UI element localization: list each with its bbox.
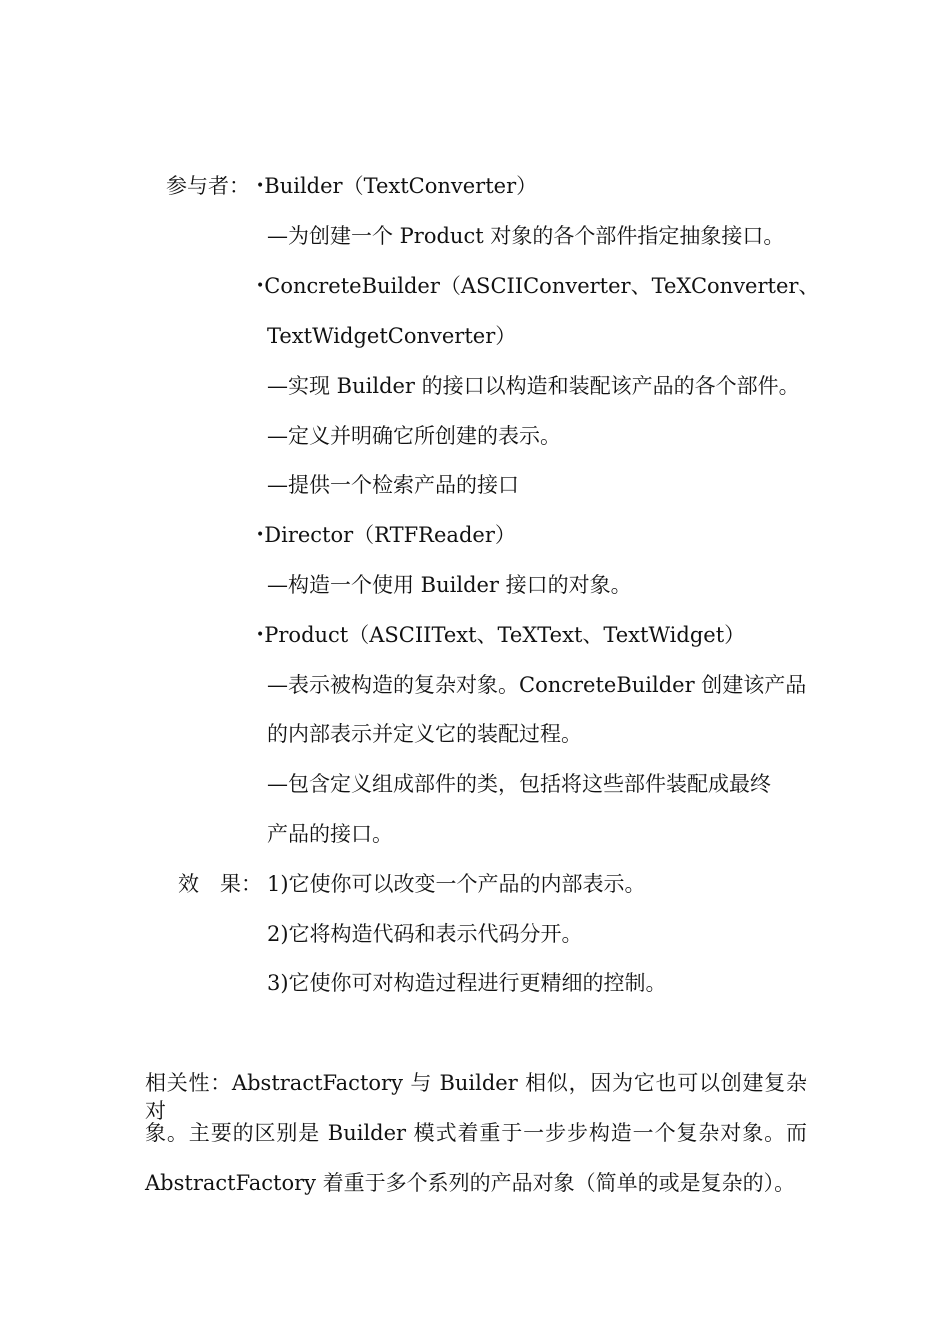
participant-text: TextWidgetConverter） (267, 324, 517, 348)
participant-text: —构造一个使用 Builder 接口的对象。 (267, 573, 632, 597)
participant-text: 产品的接口。 (267, 822, 393, 846)
participant-text: —表示被构造的复杂对象。ConcreteBuilder 创建该产品 (267, 673, 807, 697)
relevance-line: 相关性：AbstractFactory 与 Builder 相似，因为它也可以创建复杂对 (145, 1071, 807, 1123)
participant-line (267, 770, 771, 798)
participant-text: Director（RTFReader） (264, 523, 516, 547)
effects-label: 效 果： (178, 872, 262, 896)
participant-text: —提供一个检索产品的接口 (267, 473, 519, 497)
effect-line: 3)它使你可对构造过程进行更精细的控制。 (267, 971, 667, 995)
participant-line (267, 322, 516, 350)
participant-text: Builder（TextConverter） (264, 174, 538, 198)
bullet-marker: • (256, 627, 265, 643)
bullet-marker: • (256, 178, 265, 194)
participants-label: 参与者： (166, 174, 250, 198)
participant-line (267, 222, 784, 250)
participant-line (256, 521, 516, 549)
participant-line (267, 471, 519, 499)
participant-text: —实现 Builder 的接口以构造和装配该产品的各个部件。 (267, 374, 800, 398)
participant-text: —为创建一个 Product 对象的各个部件指定抽象接口。 (267, 224, 785, 248)
relevance-line: AbstractFactory 着重于多个系列的产品对象（简单的或是复杂的）。 (145, 1171, 796, 1195)
effect-line: 2)它将构造代码和表示代码分开。 (267, 922, 583, 946)
participant-line (267, 571, 632, 599)
participant-line (256, 272, 819, 300)
participant-text: —包含定义组成部件的类，包括将这些部件装配成最终 (267, 772, 771, 796)
participant-line (267, 720, 582, 748)
participant-line (267, 372, 800, 400)
participant-line (256, 621, 745, 649)
participant-text: 的内部表示并定义它的装配过程。 (267, 722, 582, 746)
relevance-line: 象。主要的区别是 Builder 模式着重于一步步构造一个复杂对象。而 (145, 1121, 807, 1145)
participant-line (256, 172, 537, 200)
participant-line (267, 422, 561, 450)
participant-line (267, 820, 393, 848)
bullet-marker: • (256, 527, 265, 543)
participant-text: Product（ASCIIText、TeXText、TextWidget） (264, 623, 746, 647)
effect-line: 1)它使你可以改变一个产品的内部表示。 (267, 872, 646, 896)
participant-text: —定义并明确它所创建的表示。 (267, 424, 561, 448)
participant-line (267, 671, 806, 699)
participant-text: ConcreteBuilder（ASCIIConverter、TeXConverter、 (264, 274, 820, 298)
bullet-marker: • (256, 278, 265, 294)
